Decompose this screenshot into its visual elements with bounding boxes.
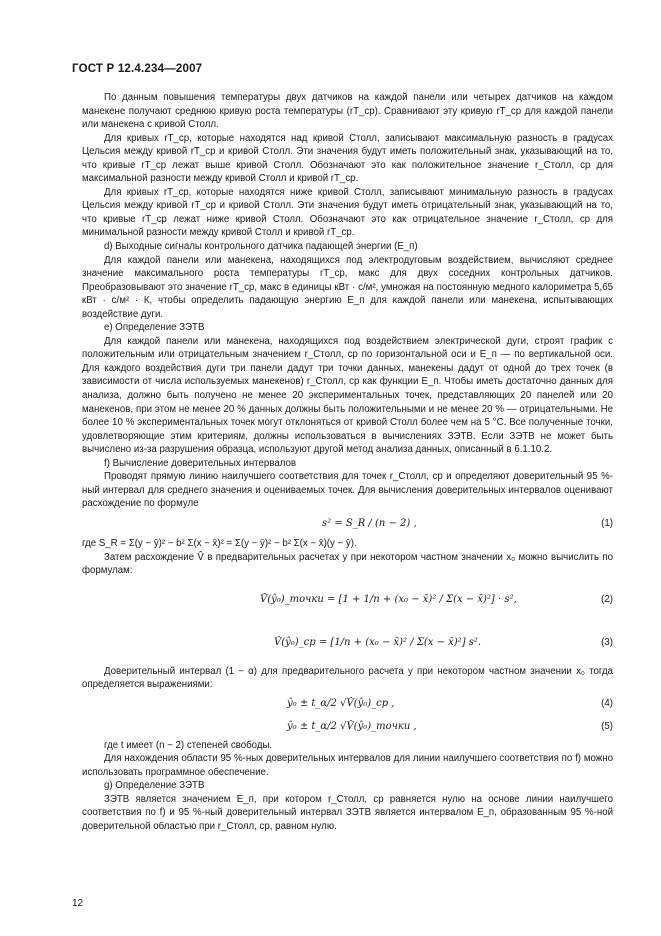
paragraph: По данным повышения температуры двух датчиков на каждой панели или четырех датчиков на каждом манекене получают среднюю кривую роста температуры (rT_ср). Сравнивают эту кривую rT_ср для каждой панели или манекена с кривой Столл. [82,92,613,131]
page-header: ГОСТ Р 12.4.234—2007 [72,63,203,75]
paragraph: Проводят прямую линию наилучшего соответствия для точек r_Столл, ср и определяют доверительный 95 %-ный интервал для среднего значения и оцениваемых точек. Для вычисления доверительных интервалов оценивают расхождение по формуле [82,471,613,510]
formula-3 [82,622,613,664]
paragraph: ЗЭТВ является значением E_п, при котором r_Столл, ср равняется нулю на основе линии наилучшего соответствия по f) и 95 %-ный доверительный интервал ЗЭТВ является интервалом E_п, образованным 95 %-ной доверительной областью при r_Столл, ср, равном нулю. [82,793,613,832]
list-item-e: e) Определение ЗЭТВ [104,322,205,334]
page-number: 12 [72,898,84,909]
formula-2 [82,579,613,621]
formula-3-number: (3) [601,636,613,648]
list-item-f: f) Вычисление доверительных интервалов [104,457,297,469]
paragraph: Для кривых rT_ср, которые находятся над кривой Столл, записывают максимальную разность в градусах Цельсия между кривой rT_ср и кривой Столл. Эти значения будут иметь положительный знак, указывающий на то, что кривые rT_ср лежат выше кривой Столл. Обозначают это как положительное значение r_Столл, ср для максимальной разности между кривой Столл и кривой rT_ср. [82,132,613,185]
paragraph: где t имеет (n − 2) степеней свободы. [104,739,273,751]
formula-5 [82,716,613,738]
formula-5-number: (5) [601,720,613,732]
paragraph: Для нахождения области 95 %-ных доверительных интервалов для линии наилучшего соответствия по f) можно использовать программное обеспечение. [82,753,613,778]
formula-2-number: (2) [601,593,613,605]
paragraph: Для каждой панели или манекена, находящихся под электродуговым воздействием, вычисляют среднее значение максимального роста температуры rT_ср, макс для двух соседних контрольных датчиков. Преобразовывают это значение rT_ср, макс в единицы кВт · с/м², умножая на постоянную медного калориметра 5,65 кВт · с/м² · К, чтобы определить падающую энергию E_п для каждой панели или манекена, испытывающих воздействие дуги. [82,254,613,320]
formula-4 [82,693,613,715]
formula-4-expression: ŷ₀ ± t_α/2 √V̂(ŷ₀)_ср , [287,697,395,709]
formula-4-number: (4) [601,697,613,709]
formula-3-expression: V̂(ŷ₀)_ср = [1/n + (x₀ − x̄)² / Σ(x − x̄)²] s². [274,636,482,648]
paragraph: где S_R = Σ(y − ȳ)² − b² Σ(x − x̄)² = Σ(y − ȳ)² − b² Σ(x − x̄)(y − ȳ). [82,537,357,549]
formula-1-number: (1) [601,518,613,530]
formula-1-expression: s² = S_R / (n − 2) , [322,518,417,530]
formula-1 [82,512,613,536]
paragraph: Для кривых rT_ср, которые находятся ниже кривой Столл, записывают минимальную разность в градусах Цельсия между кривой rT_ср и кривой Столл. Эти значения будут иметь отрицательный знак, указывающий на то, что кривые rT_ср лежат ниже кривой Столл. Обозначают это как отрицательное значение r_Столл, ср для минимальной разности между кривой Столл и кривой rT_ср. [82,186,613,239]
paragraph: Доверительный интервал (1 − α) для предварительного расчета y при некотором частном значении x₀ тогда определяется выражениями: [82,665,613,691]
list-item-d: d) Выходные сигналы контрольного датчика падающей энергии (E_п) [104,241,418,253]
paragraph: Для каждой панели или манекена, находящихся под воздействием электрической дуги, строят график с положительным или отрицательным значением r_Столл, ср по горизонтальной оси и E_п — по вертикальной оси. Для каждого воздействия дуги три панели дадут три точки данных, манекены дадут от одной до трех точек (в зависимости от числа используемых манекенов) r_Столл, ср как функции E_п. Чтобы иметь достаточно данных для анализа, должно быть получено не менее 20 экспериментальных точек, представляющих 20 панелей или 20 манекенов, при этом не менее 20 % данных должны быть положительными и не менее 20 % — отрицательными. Не более 10 % экспериментальных точек могут отклоняться от кривой Столл более чем на 5 °С. Все полученные точки, удовлетворяющие этим критериям, должны использоваться в вычислениях ЗЭТВ. Если ЗЭТВ не может быть вычислено из-за разрушения образца, используют другой метод анализа данных, описанный в 6.1.10.2. [82,335,613,456]
document-body [82,91,613,834]
paragraph: Затем расхождение V̂ в предварительных расчетах y при некотором частном значении x₀ можно вычислить по формулам: [82,551,613,577]
list-item-g: g) Определение ЗЭТВ [104,780,205,792]
formula-5-expression: ŷ₀ ± t_α/2 √V̂(ŷ₀)_точки , [287,720,417,732]
formula-2-expression: V̂(ŷ₀)_точки = [1 + 1/n + (x₀ − x̄)² / Σ(x − x̄)²] · s², [260,593,517,605]
